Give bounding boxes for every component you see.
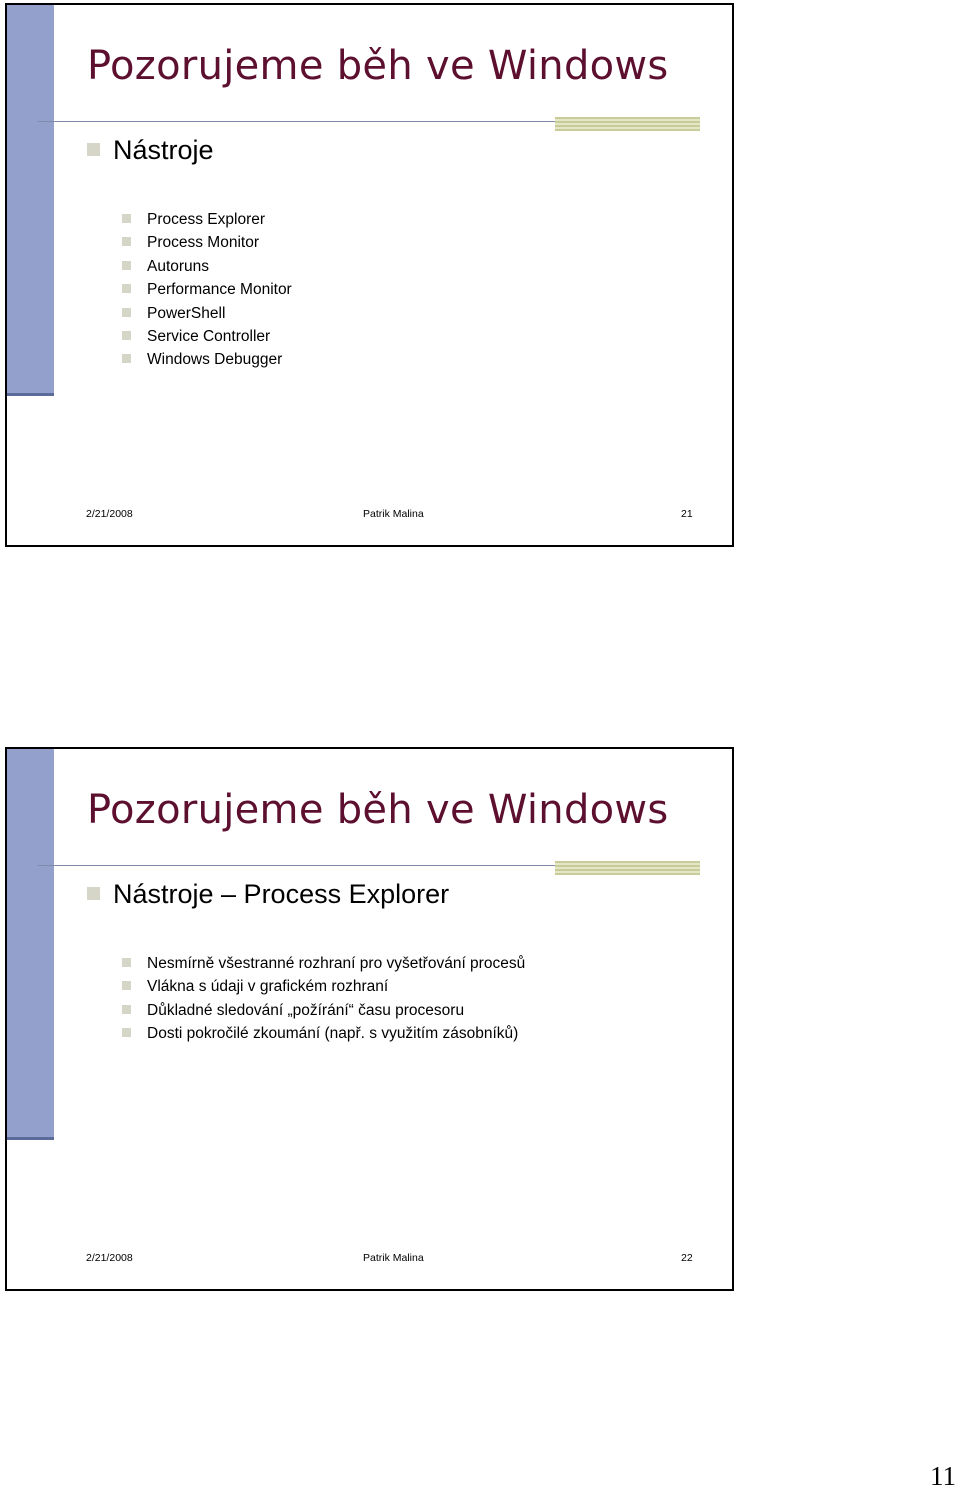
list-item [122,952,525,975]
square-bullet-icon [87,887,100,900]
slide-heading-text: Nástroje – Process Explorer [113,879,450,909]
slide-title: Pozorujeme běh ve Windows [87,787,669,833]
square-bullet-icon [122,214,131,223]
slide-heading [87,135,214,166]
square-bullet-icon [122,981,131,990]
slide-22 [5,747,734,1291]
slide-heading [87,879,449,910]
title-divider [38,865,555,866]
square-bullet-icon [122,331,131,340]
list-item-text: Process Monitor [147,234,259,252]
list-item-text: Service Controller [147,328,271,346]
list-item [122,999,525,1022]
title-divider-accent [555,117,700,131]
bullet-list [122,952,525,1046]
square-bullet-icon [122,308,131,317]
square-bullet-icon [87,143,100,156]
slide-sidebar [7,5,54,396]
list-item [122,231,292,254]
slide-sidebar [7,749,54,1140]
list-item [122,255,292,278]
list-item-text: Dosti pokročilé zkoumání (např. s využitím zásobníků) [147,1025,519,1043]
list-item-text: Windows Debugger [147,351,283,369]
footer-author: Patrik Malina [363,1252,424,1264]
slide-21 [5,3,734,547]
bullet-list [122,208,292,372]
list-item [122,302,292,325]
square-bullet-icon [122,237,131,246]
list-item-text: PowerShell [147,304,226,322]
list-item [122,348,292,371]
square-bullet-icon [122,261,131,270]
list-item [122,975,525,998]
list-item-text: Autoruns [147,257,210,275]
list-item [122,278,292,301]
page-number: 11 [930,1461,956,1491]
list-item-text: Důkladné sledování „požírání“ času procesoru [147,1001,465,1019]
list-item-text: Performance Monitor [147,281,292,299]
title-divider [38,121,555,122]
footer-author: Patrik Malina [363,508,424,520]
footer-date: 2/21/2008 [86,1252,133,1264]
list-item-text: Nesmírně všestranné rozhraní pro vyšetřování procesů [147,955,526,972]
list-item-text: Process Explorer [147,211,266,228]
list-item [122,208,292,231]
list-item [122,1022,525,1045]
square-bullet-icon [122,958,131,967]
footer-slide-number: 21 [681,508,693,520]
slide-heading-text: Nástroje [113,135,214,165]
slide-title: Pozorujeme běh ve Windows [87,43,669,89]
footer-date: 2/21/2008 [86,508,133,520]
square-bullet-icon [122,354,131,363]
square-bullet-icon [122,1028,131,1037]
square-bullet-icon [122,1005,131,1014]
title-divider-accent [555,861,700,875]
list-item [122,325,292,348]
square-bullet-icon [122,284,131,293]
footer-slide-number: 22 [681,1252,693,1264]
list-item-text: Vlákna s údaji v grafickém rozhraní [147,978,389,996]
